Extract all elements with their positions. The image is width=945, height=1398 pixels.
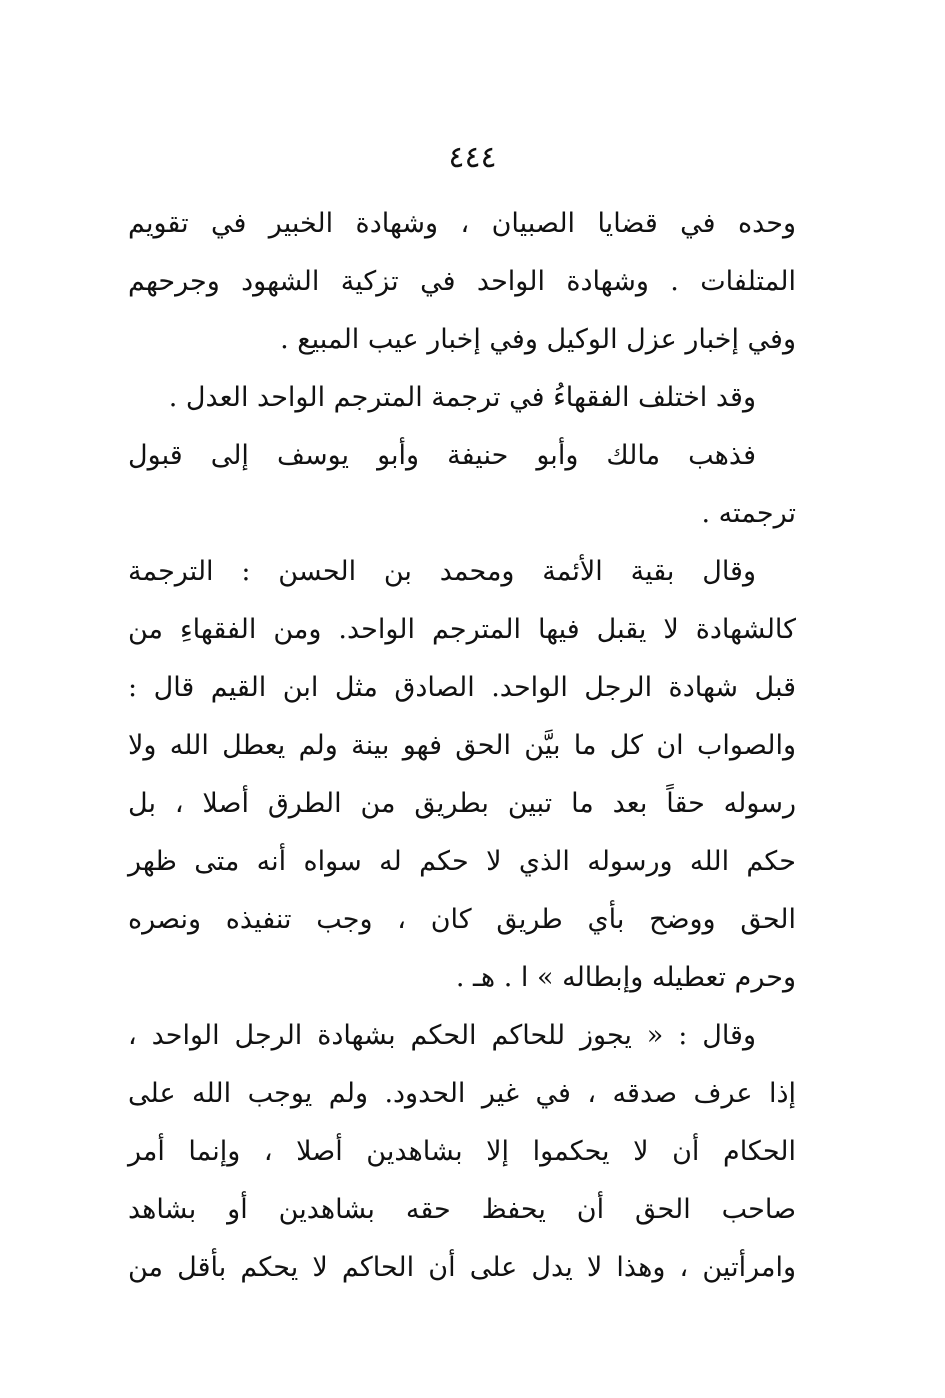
text-line: صاحب الحق أن يحفظ حقه بشاهدين أو بشاهد bbox=[128, 1194, 796, 1225]
text-line: وامرأتين ، وهذا لا يدل على أن الحاكم لا يحكم بأقل من bbox=[128, 1252, 796, 1283]
text-line: وفي إخبار عزل الوكيل وفي إخبار عيب المبيع . bbox=[280, 324, 796, 355]
text-line: رسوله حقاً بعد ما تبين بطريق من الطرق أصلا ، بل bbox=[128, 788, 796, 819]
text-line: فذهب مالك وأبو حنيفة وأبو يوسف إلى قبول bbox=[128, 440, 756, 471]
text-line: والصواب ان كل ما بيَّن الحق فهو بينة ولم يعطل الله ولا bbox=[128, 730, 796, 761]
text-line: ترجمته . bbox=[701, 498, 796, 529]
body-text bbox=[128, 195, 796, 1297]
text-line: إذا عرف صدقه ، في غير الحدود. ولم يوجب الله على bbox=[128, 1078, 796, 1109]
page-number: ٤٤٤ bbox=[448, 140, 497, 175]
text-line: المتلفات . وشهادة الواحد في تزكية الشهود وجرحهم bbox=[128, 266, 796, 297]
text-line: قبل شهادة الرجل الواحد. الصادق مثل ابن القيم قال : bbox=[128, 672, 796, 703]
text-line: الحق ووضح بأي طريق كان ، وجب تنفيذه ونصره bbox=[128, 904, 796, 935]
text-line: وقال : « يجوز للحاكم الحكم بشهادة الرجل الواحد ، bbox=[128, 1020, 756, 1051]
text-line: الحكام أن لا يحكموا إلا بشاهدين أصلا ، وإنما أمر bbox=[128, 1136, 796, 1167]
text-line: حكم الله ورسوله الذي لا حكم له سواه أنه متى ظهر bbox=[128, 846, 796, 877]
text-line: وقد اختلف الفقهاءُ في ترجمة المترجم الواحد العدل . bbox=[168, 382, 756, 413]
text-line: وقال بقية الأئمة ومحمد بن الحسن : الترجمة bbox=[128, 556, 756, 587]
text-line: كالشهادة لا يقبل فيها المترجم الواحد. ومن الفقهاءِ من bbox=[128, 614, 796, 645]
text-line: وحرم تعطيله وإبطاله » ا . هـ . bbox=[455, 962, 796, 993]
text-line: وحده في قضايا الصبيان ، وشهادة الخبير في تقويم bbox=[128, 208, 796, 239]
